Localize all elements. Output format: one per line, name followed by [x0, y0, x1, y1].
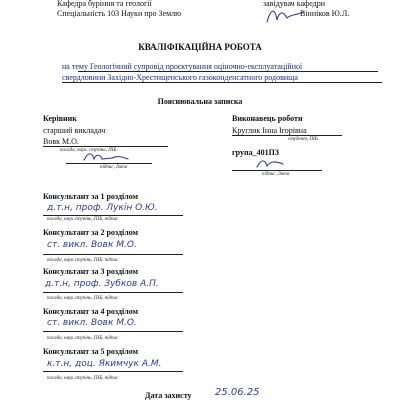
consultant-3-caption: посада, наук.ступінь, ПІБ, підпис [47, 296, 119, 301]
defense-date-value: 25.06.25 [215, 387, 260, 398]
consultant-5-handwriting: к.т.н, доц. Якимчук А.М. [47, 359, 162, 369]
consultant-4-heading: Консультант за 4 розділом [43, 307, 139, 316]
supervisor-caption-1: посада, наук. ступінь, ПІБ [60, 148, 117, 153]
consultant-4-caption: посада, наук.ступінь, ПІБ, підпис [47, 336, 119, 341]
supervisor-heading: Керівник [43, 114, 77, 123]
topic-line-1: на тему Геологічний супровід проєктування оціночно-експлуатаційної [62, 62, 303, 71]
consultant-1-handwriting: д.т.н, проф. Лукін О.Ю. [47, 203, 158, 213]
head-of-department-signature [265, 4, 305, 26]
supervisor-signature [82, 150, 132, 164]
executor-caption-2: підпис, дата [262, 172, 290, 177]
supervisor-caption-2: підпис, дата [100, 165, 128, 170]
executor-heading: Виконавець роботи [232, 114, 303, 123]
consultant-1-caption: посада, наук.ступінь, ПІБ, підпис [47, 217, 119, 222]
consultant-5-caption: посада, наук.ступінь, ПІБ, підпис [47, 376, 119, 381]
supervisor-position: старший викладач [43, 126, 106, 135]
document-subtitle: Пояснювальна записка [157, 97, 243, 106]
executor-group: група_401ПЗ [232, 148, 280, 157]
consultant-2-handwriting: ст. викл. Вовк М.О. [47, 240, 137, 250]
document-title: КВАЛІФІКАЦІЙНА РОБОТА [138, 42, 262, 52]
consultant-4-handwriting: ст. викл. Вовк М.О. [47, 318, 137, 328]
executor-name: Круглик Інна Ігорівна [232, 126, 307, 135]
specialty-line: Спеціальність 103 Науки про Землю [57, 9, 182, 18]
department-line: Кафедра буріння та геології [57, 0, 152, 8]
topic-line-2: свердловини Західно-Хрестищенського газоконденсатного родовища [62, 73, 298, 82]
approval-role: завідувач кафедри [263, 0, 326, 8]
consultant-3-heading: Консультант за 3 розділом [43, 267, 139, 276]
consultant-1-heading: Консультант за 1 розділом [43, 192, 139, 201]
executor-caption-1: студент, ПІБ [288, 137, 318, 142]
executor-signature [255, 156, 287, 170]
defense-date-label: Дата захисту [145, 391, 192, 400]
approval-name: Вінніков Ю.Л. [300, 9, 350, 18]
consultant-2-heading: Консультант за 2 розділом [43, 228, 139, 237]
supervisor-name: Вовк М.О. [43, 137, 79, 146]
consultant-5-heading: Консультант за 5 розділом [43, 347, 139, 356]
consultant-2-caption: посада, наук.ступінь, ПІБ, підпис [47, 258, 119, 263]
consultant-3-handwriting: д.т.н, проф. Зубков А.П. [45, 279, 159, 289]
